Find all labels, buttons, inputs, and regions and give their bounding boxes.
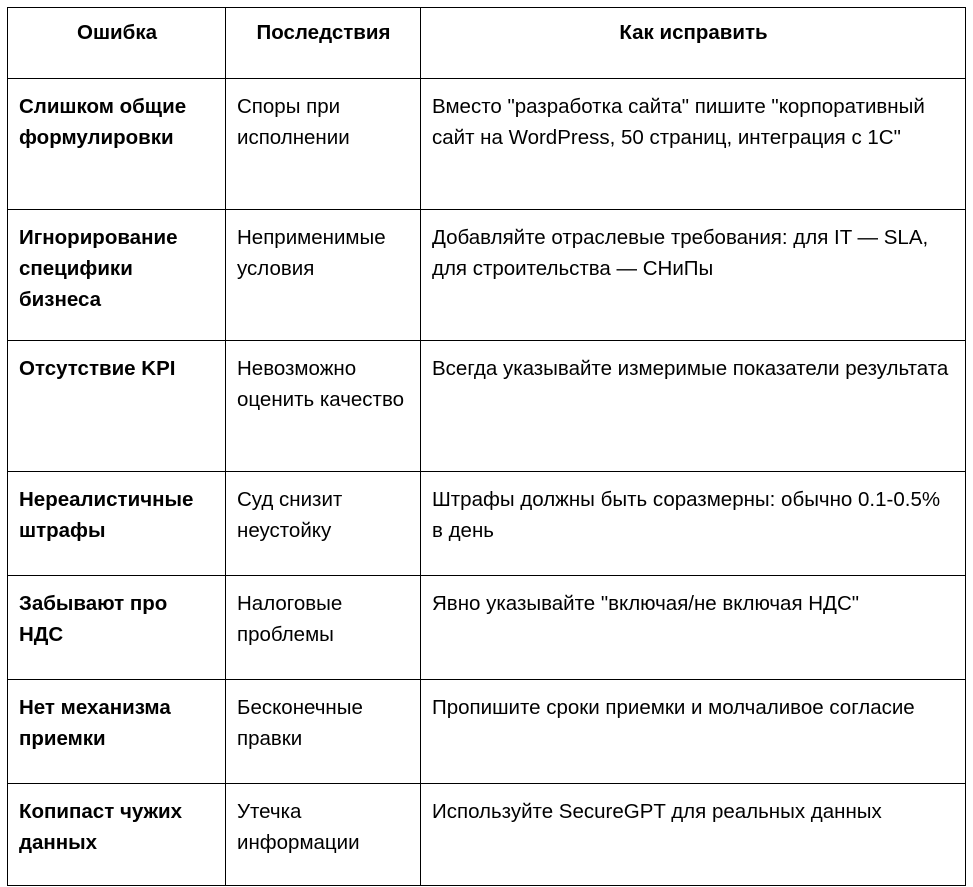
table-row	[8, 341, 966, 472]
consequence-cell: Неприменимые условия	[226, 210, 421, 341]
header-mistake: Ошибка	[8, 8, 226, 79]
consequence-cell: Суд снизит неустойку	[226, 472, 421, 576]
fix-cell: Добавляйте отраслевые требования: для IT — SLA, для строительства — СНиПы	[421, 210, 966, 341]
mistakes-table	[7, 7, 966, 886]
consequence-cell: Невозможно оценить качество	[226, 341, 421, 472]
table-row	[8, 576, 966, 680]
fix-cell: Штрафы должны быть соразмерны: обычно 0.1-0.5% в день	[421, 472, 966, 576]
mistake-cell: Нет механизма приемки	[8, 680, 226, 784]
fix-cell: Всегда указывайте измеримые показатели результата	[421, 341, 966, 472]
mistake-cell: Игнорирование специфики бизнеса	[8, 210, 226, 341]
mistake-cell: Слишком общие формулировки	[8, 79, 226, 210]
table-row	[8, 680, 966, 784]
fix-cell: Вместо "разработка сайта" пишите "корпоративный сайт на WordPress, 50 страниц, интеграция с 1С"	[421, 79, 966, 210]
consequence-cell: Бесконечные правки	[226, 680, 421, 784]
consequence-cell: Споры при исполнении	[226, 79, 421, 210]
fix-cell: Используйте SecureGPT для реальных данных	[421, 784, 966, 886]
table-header-row	[8, 8, 966, 79]
fix-cell: Пропишите сроки приемки и молчаливое согласие	[421, 680, 966, 784]
mistake-cell: Забывают про НДС	[8, 576, 226, 680]
mistake-cell: Нереалистичные штрафы	[8, 472, 226, 576]
table-row	[8, 472, 966, 576]
consequence-cell: Налоговые проблемы	[226, 576, 421, 680]
consequence-cell: Утечка информации	[226, 784, 421, 886]
mistake-cell: Отсутствие KPI	[8, 341, 226, 472]
table-row	[8, 784, 966, 886]
header-consequence: Последствия	[226, 8, 421, 79]
fix-cell: Явно указывайте "включая/не включая НДС"	[421, 576, 966, 680]
mistake-cell: Копипаст чужих данных	[8, 784, 226, 886]
table-row	[8, 210, 966, 341]
table-row	[8, 79, 966, 210]
header-fix: Как исправить	[421, 8, 966, 79]
